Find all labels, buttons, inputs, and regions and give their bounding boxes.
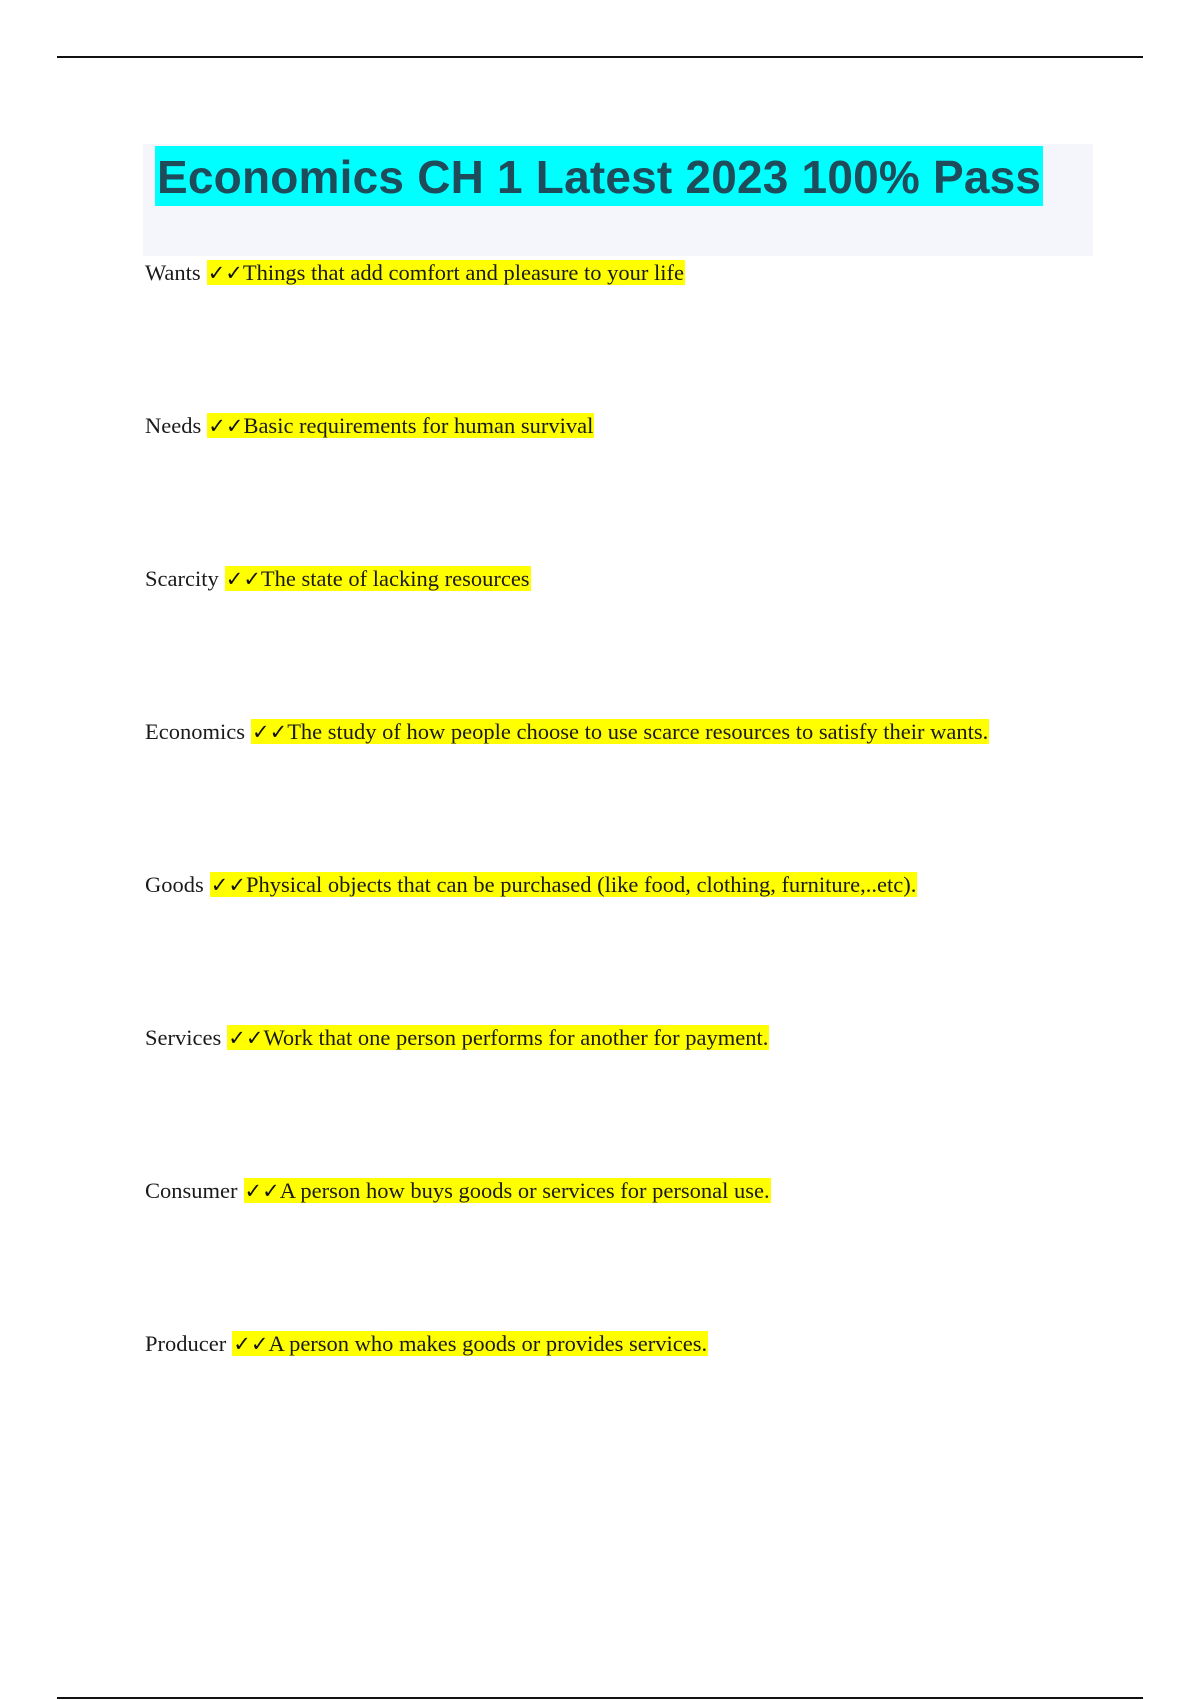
list-item — [145, 870, 1155, 1023]
check-icon: ✓✓ — [210, 873, 246, 897]
check-icon: ✓✓ — [207, 261, 243, 285]
answer-highlight — [244, 1178, 771, 1203]
flashcard-list — [145, 258, 1155, 1482]
check-icon: ✓✓ — [225, 567, 261, 591]
definition-text: A person who makes goods or provides services. — [268, 1331, 708, 1356]
term-label: Scarcity — [145, 566, 219, 591]
check-icon: ✓✓ — [228, 1026, 264, 1050]
definition-text: Work that one person performs for another for payment. — [263, 1025, 769, 1050]
list-item — [145, 564, 1155, 717]
answer-highlight — [232, 1331, 708, 1356]
check-icon: ✓✓ — [233, 1332, 269, 1356]
list-item — [145, 258, 1155, 411]
term-label: Goods — [145, 872, 204, 897]
answer-highlight — [207, 260, 685, 285]
bottom-rule — [57, 1697, 1143, 1699]
list-item — [145, 717, 1155, 870]
definition-text: Physical objects that can be purchased (like food, clothing, furniture,..etc). — [245, 872, 917, 897]
document-title: Economics CH 1 Latest 2023 100% Pass — [155, 146, 1043, 206]
term-label: Producer — [145, 1331, 227, 1356]
list-item — [145, 1023, 1155, 1176]
check-icon: ✓✓ — [208, 414, 244, 438]
list-item — [145, 1176, 1155, 1329]
list-item — [145, 1329, 1155, 1482]
term-label: Consumer — [145, 1178, 238, 1203]
definition-text: Basic requirements for human survival — [243, 413, 594, 438]
check-icon: ✓✓ — [251, 720, 288, 744]
list-item — [145, 411, 1155, 564]
answer-highlight — [227, 1025, 769, 1050]
check-icon: ✓✓ — [244, 1179, 280, 1203]
term-label: Services — [145, 1025, 222, 1050]
top-rule — [57, 56, 1143, 58]
definition-text: The study of how people choose to use scarce resources to satisfy their wants. — [287, 719, 989, 744]
answer-highlight — [210, 872, 918, 897]
answer-highlight — [225, 566, 531, 591]
term-label: Needs — [145, 413, 202, 438]
term-label: Economics — [145, 719, 245, 744]
definition-text: Things that add comfort and pleasure to your life — [242, 260, 685, 285]
definition-text: The state of lacking resources — [260, 566, 530, 591]
term-label: Wants — [145, 260, 201, 285]
answer-highlight — [251, 719, 989, 744]
definition-text: A person how buys goods or services for personal use. — [279, 1178, 770, 1203]
answer-highlight — [207, 413, 594, 438]
